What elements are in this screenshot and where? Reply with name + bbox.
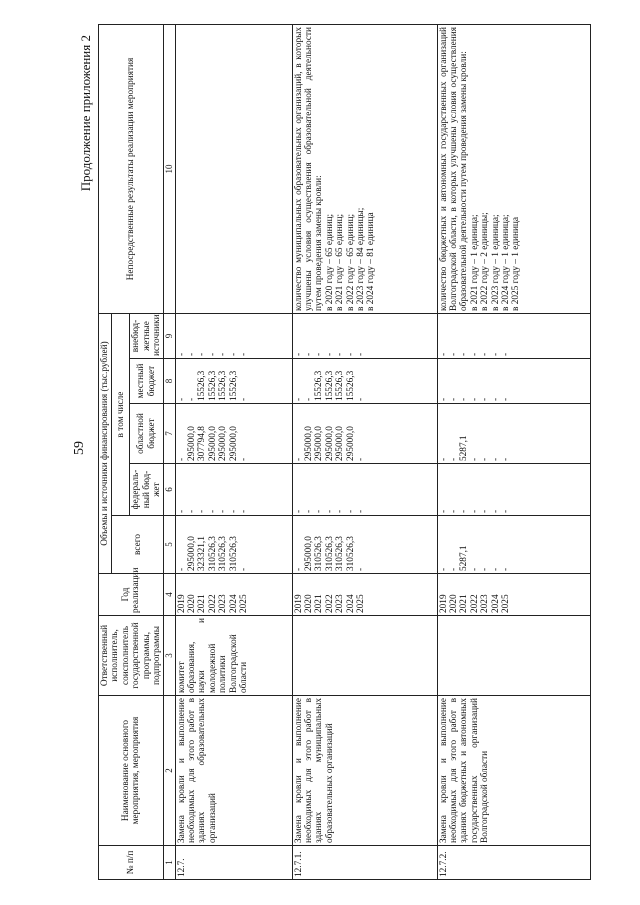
list-value: 15526,3 — [197, 370, 208, 401]
list-value: 323321,1 — [197, 536, 208, 571]
row-num: 12.7. — [175, 846, 292, 880]
result-text: количество муниципальных образовательных организаций, в которых улучшены условия осуществления образовательной деятельности путем проведения замены кровли: — [293, 26, 325, 311]
list-value: - — [345, 352, 356, 356]
list-value: - — [293, 509, 304, 513]
list-value: 310526,3 — [345, 536, 356, 571]
list-value: 2022 — [207, 594, 218, 613]
list-value: - — [303, 509, 314, 513]
list-value: - — [448, 509, 459, 513]
header-year: Год реализации — [99, 574, 164, 616]
appendix-label: Продолжение приложения 2 — [78, 35, 93, 192]
regional-list — [177, 406, 250, 461]
col-number: 6 — [164, 464, 175, 516]
list-value: - — [480, 352, 491, 356]
list-value: 2025 — [355, 594, 366, 613]
list-value: - — [438, 457, 449, 461]
list-value: - — [480, 509, 491, 513]
col-number: 8 — [164, 359, 175, 404]
list-value: - — [490, 352, 501, 356]
list-value: в 2020 году – 65 единиц; — [324, 213, 335, 311]
col-number: 2 — [164, 696, 175, 846]
list-value: - — [438, 567, 449, 571]
list-value: - — [335, 509, 346, 513]
extra-list — [439, 316, 512, 356]
list-value: - — [469, 397, 480, 401]
col-number: 10 — [164, 24, 175, 313]
row-responsible: комитет образования, науки и молодежной политики Волгоградской области — [175, 616, 292, 696]
list-value: - — [293, 397, 304, 401]
extra-list — [177, 316, 250, 356]
list-value: - — [355, 352, 366, 356]
list-value: - — [355, 457, 366, 461]
header-local: местный бюджет — [130, 359, 164, 404]
result-lines — [325, 27, 377, 311]
col-number: 5 — [164, 516, 175, 574]
list-value: 2023 — [480, 594, 491, 613]
list-value: - — [500, 397, 511, 401]
list-value: - — [303, 397, 314, 401]
header-regional: областной бюджет — [130, 404, 164, 464]
list-value: 2024 — [490, 594, 501, 613]
list-value: - — [490, 457, 501, 461]
list-value: в 2025 году – 1 единица — [511, 216, 522, 311]
table-row — [292, 24, 437, 879]
list-value: - — [448, 567, 459, 571]
list-value: - — [490, 509, 501, 513]
year-list — [439, 576, 512, 613]
list-value: - — [490, 567, 501, 571]
header-total: всего — [112, 516, 164, 574]
list-value: 307794,8 — [197, 426, 208, 461]
list-value: - — [176, 509, 187, 513]
federal-list — [439, 466, 512, 513]
total-list — [177, 518, 250, 571]
local-list — [439, 361, 512, 401]
list-value: - — [438, 509, 449, 513]
list-value: - — [469, 567, 480, 571]
list-value: в 2023 году – 84 единицы; — [355, 207, 366, 311]
list-value: - — [197, 352, 208, 356]
list-value: 15526,3 — [228, 370, 239, 401]
list-value: 295000,0 — [303, 536, 314, 571]
regional-list — [294, 406, 367, 461]
row-result — [437, 24, 590, 313]
list-value: - — [324, 352, 335, 356]
list-value: в 2022 году – 65 единиц; — [345, 213, 356, 311]
header-funding: Объемы и источники финансирования (тыс.рублей) — [99, 313, 112, 573]
program-table — [98, 24, 591, 880]
list-value: - — [335, 352, 346, 356]
list-value: - — [238, 457, 249, 461]
list-value: - — [490, 397, 501, 401]
col-number: 7 — [164, 404, 175, 464]
list-value: - — [238, 509, 249, 513]
list-value: - — [207, 352, 218, 356]
list-value: 310526,3 — [228, 536, 239, 571]
list-value: - — [345, 509, 356, 513]
federal-list — [177, 466, 250, 513]
list-value: в 2021 году – 65 единиц; — [335, 213, 346, 311]
row-name: Замена кровли и выполнение необходимых для этого работ в зданиях бюджетных и автономных государственных организаций Волгоградской области — [437, 696, 590, 846]
list-value: - — [176, 567, 187, 571]
list-value: 295000,0 — [314, 426, 325, 461]
list-value: - — [218, 352, 229, 356]
list-value: - — [438, 352, 449, 356]
row-name: Замена кровли и выполнение необходимых для этого работ в зданиях муниципальных образовательных организаций — [292, 696, 437, 846]
list-value: - — [228, 352, 239, 356]
list-value: - — [459, 509, 470, 513]
list-value: 2021 — [314, 594, 325, 613]
federal-list — [294, 466, 367, 513]
list-value: - — [469, 457, 480, 461]
list-value: 2021 — [459, 594, 470, 613]
list-value: - — [480, 457, 491, 461]
list-value: - — [176, 352, 187, 356]
local-list — [294, 361, 367, 401]
header-result: Непосредственные результаты реализации мероприятия — [99, 24, 164, 313]
row-num: 12.7.2. — [437, 846, 590, 880]
list-value: 2024 — [228, 594, 239, 613]
list-value: 2019 — [438, 594, 449, 613]
list-value: - — [438, 397, 449, 401]
col-number: 9 — [164, 313, 175, 358]
list-value: - — [480, 567, 491, 571]
list-value: 2023 — [335, 594, 346, 613]
list-value: 2022 — [324, 594, 335, 613]
table-row — [175, 24, 292, 879]
page-number: 59 — [72, 441, 87, 455]
list-value: 295000,0 — [207, 426, 218, 461]
list-value: - — [186, 352, 197, 356]
list-value: - — [218, 509, 229, 513]
list-value: - — [186, 397, 197, 401]
list-value: 2019 — [176, 594, 187, 613]
list-value: 15526,3 — [218, 370, 229, 401]
list-value: - — [480, 397, 491, 401]
list-value: 310526,3 — [207, 536, 218, 571]
list-value: 5287,1 — [459, 435, 470, 461]
list-value: - — [469, 352, 480, 356]
list-value: 5287,1 — [459, 545, 470, 571]
list-value: в 2021 году – 1 единица; — [469, 214, 480, 311]
list-value: 295000,0 — [303, 426, 314, 461]
list-value: - — [355, 509, 366, 513]
list-value: - — [238, 567, 249, 571]
list-value: - — [500, 567, 511, 571]
list-value: 15526,3 — [335, 370, 346, 401]
list-value: 15526,3 — [345, 370, 356, 401]
list-value: 295000,0 — [218, 426, 229, 461]
row-responsible — [437, 616, 590, 696]
row-num: 12.7.1. — [292, 846, 437, 880]
header-federal: федераль-ный бюд-жет — [130, 464, 164, 516]
table-row — [437, 24, 590, 879]
header-num: № п/п — [99, 846, 164, 880]
list-value: 15526,3 — [314, 370, 325, 401]
list-value: - — [500, 509, 511, 513]
list-value: в 2024 году – 1 единица; — [500, 214, 511, 311]
list-value: в 2024 году – 81 единица — [366, 212, 377, 311]
list-value: - — [448, 352, 459, 356]
list-value: - — [448, 397, 459, 401]
list-value: 15526,3 — [207, 370, 218, 401]
list-value: - — [176, 397, 187, 401]
header-extra: внебюд-жетные источники — [130, 313, 164, 358]
regional-list — [439, 406, 512, 461]
result-lines — [470, 27, 522, 311]
list-value: 2020 — [303, 594, 314, 613]
list-value: 2022 — [469, 594, 480, 613]
column-numbers-row — [164, 24, 175, 879]
list-value: 295000,0 — [228, 426, 239, 461]
year-list — [177, 576, 250, 613]
list-value: - — [469, 509, 480, 513]
list-value: 295000,0 — [335, 426, 346, 461]
list-value: - — [355, 567, 366, 571]
list-value: - — [176, 457, 187, 461]
list-value: 310526,3 — [314, 536, 325, 571]
list-value: 295000,0 — [345, 426, 356, 461]
col-number: 3 — [164, 616, 175, 696]
header-name: Наименование основного мероприятия, мероприятия — [99, 696, 164, 846]
list-value: в 2023 году – 1 единица; — [490, 214, 501, 311]
extra-list — [294, 316, 367, 356]
list-value: - — [355, 397, 366, 401]
row-result — [292, 24, 437, 313]
header-incl: в том числе — [112, 313, 130, 515]
list-value: 2024 — [345, 594, 356, 613]
total-list — [294, 518, 367, 571]
list-value: - — [459, 352, 470, 356]
list-value: 310526,3 — [218, 536, 229, 571]
year-list — [294, 576, 367, 613]
col-number: 1 — [164, 846, 175, 880]
row-name: Замена кровли и выполнение необходимых для этого работ в зданиях образовательных организаций — [175, 696, 292, 846]
list-value: - — [238, 352, 249, 356]
local-list — [177, 361, 250, 401]
list-value: - — [459, 397, 470, 401]
list-value: 310526,3 — [324, 536, 335, 571]
total-list — [439, 518, 512, 571]
list-value: - — [500, 457, 511, 461]
list-value: 310526,3 — [335, 536, 346, 571]
col-number: 4 — [164, 574, 175, 616]
list-value: - — [186, 509, 197, 513]
list-value: 2020 — [448, 594, 459, 613]
list-value: 2019 — [293, 594, 304, 613]
list-value: 2020 — [186, 594, 197, 613]
list-value: 15526,3 — [324, 370, 335, 401]
list-value: - — [314, 352, 325, 356]
list-value: - — [314, 509, 325, 513]
list-value: - — [197, 509, 208, 513]
list-value: - — [324, 509, 335, 513]
list-value: - — [238, 397, 249, 401]
list-value: - — [207, 509, 218, 513]
result-text: количество бюджетных и автономных государственных организаций Волгоградской области, в которых улучшены условия осуществления образовательной деятельности путем проведения замены кровли: — [438, 26, 470, 311]
list-value: - — [293, 457, 304, 461]
list-value: 2025 — [500, 594, 511, 613]
list-value: 2023 — [218, 594, 229, 613]
list-value: - — [448, 457, 459, 461]
list-value: 295000,0 — [186, 426, 197, 461]
list-value: 295000,0 — [324, 426, 335, 461]
list-value: - — [293, 352, 304, 356]
header-responsible: Ответственный исполнитель, соисполнитель государственной программы, подпрограммы — [99, 616, 164, 696]
list-value: - — [500, 352, 511, 356]
list-value: 2025 — [238, 594, 249, 613]
list-value: - — [228, 509, 239, 513]
list-value: - — [293, 567, 304, 571]
list-value: 2021 — [197, 594, 208, 613]
list-value: в 2022 году – 2 единицы; — [480, 212, 491, 311]
row-result — [175, 24, 292, 313]
list-value: 295000,0 — [186, 536, 197, 571]
row-responsible — [292, 616, 437, 696]
list-value: - — [303, 352, 314, 356]
